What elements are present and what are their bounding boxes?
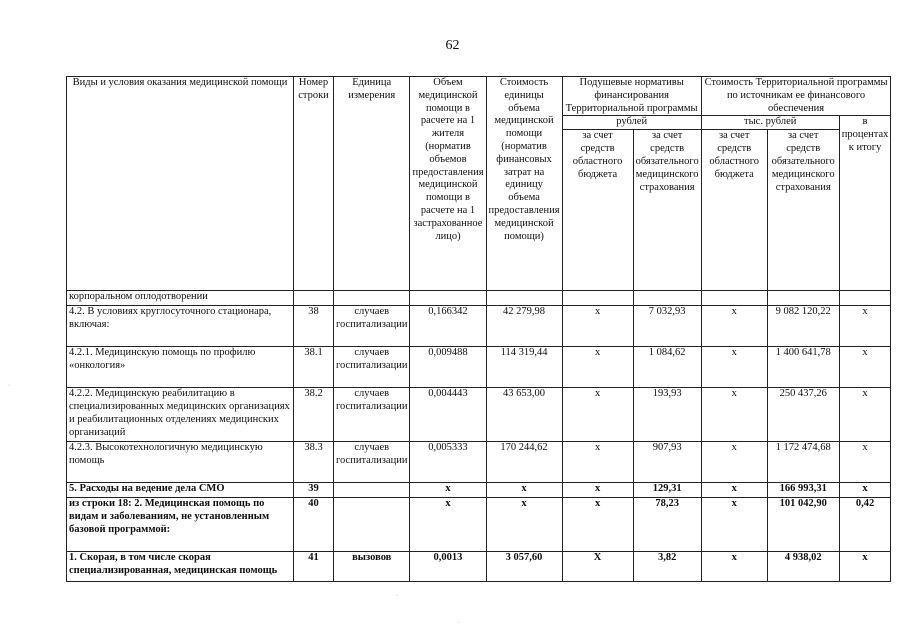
- cell-o1: 3,82: [633, 552, 701, 582]
- header-territorial: Стоимость Территориальной программы по источникам ее финансового обеспечения: [701, 77, 891, 116]
- page-number: 62: [445, 38, 460, 53]
- cell-cost: 42 279,98: [486, 306, 562, 347]
- cell-no: 40: [294, 498, 334, 552]
- cell-o2: 166 993,31: [767, 483, 839, 498]
- cell-o2: 250 437,26: [767, 388, 839, 442]
- cell-unit: [334, 498, 410, 552]
- header-cost: Стоимость единицы объема медицинской помощи (норматив финансовых затрат на единицу объема предоставления медицинской помощи): [486, 77, 562, 291]
- cell-b2: х: [701, 552, 767, 582]
- cell-o1: 907,93: [633, 442, 701, 483]
- cell-b2: [701, 291, 767, 306]
- scan-speck: ·: [396, 593, 398, 599]
- header-budget: за счет средств областного бюджета: [562, 130, 633, 291]
- header-budget2: за счет средств областного бюджета: [701, 130, 767, 291]
- cell-pct: [839, 291, 891, 306]
- cell-vol: 0,004443: [410, 388, 486, 442]
- header-pct: в процентах к итогу: [839, 116, 891, 291]
- table-row: [67, 388, 891, 442]
- cell-o1: 7 032,93: [633, 306, 701, 347]
- cell-b2: х: [701, 347, 767, 388]
- scan-speck: ·: [458, 620, 460, 626]
- header-rubles: рублей: [562, 116, 701, 130]
- cell-no: 38.1: [294, 347, 334, 388]
- header-oms2: за счет средств обязательного медицинского страхования: [767, 130, 839, 291]
- table-row: [67, 483, 891, 498]
- table-row: [67, 498, 891, 552]
- cell-unit: [334, 483, 410, 498]
- cell-no: 39: [294, 483, 334, 498]
- cell-unit: случаев госпитализации: [334, 442, 410, 483]
- cell-vol: 0,009488: [410, 347, 486, 388]
- cell-pct: х: [839, 483, 891, 498]
- cell-pct: х: [839, 442, 891, 483]
- cell-b2: х: [701, 306, 767, 347]
- cell-name: 4.2.2. Медицинскую реабилитацию в специализированных медицинских организациях и реабилитационных отделениях медицинских организаций: [67, 388, 294, 442]
- cell-o2: 101 042,90: [767, 498, 839, 552]
- cell-b2: х: [701, 483, 767, 498]
- cell-name: из строки 18: 2. Медицинская помощь по видам и заболеваниям, не установленным базовой программой:: [67, 498, 294, 552]
- cell-vol: 0,005333: [410, 442, 486, 483]
- header-oms: за счет средств обязательного медицинского страхования: [633, 130, 701, 291]
- cell-b1: х: [562, 306, 633, 347]
- cell-b2: х: [701, 388, 767, 442]
- cell-b1: х: [562, 498, 633, 552]
- cell-o2: 9 082 120,22: [767, 306, 839, 347]
- cell-vol: 0,0013: [410, 552, 486, 582]
- table-row: [67, 306, 891, 347]
- header-norms: Подушевые нормативы финансирования Территориальной программы: [562, 77, 701, 116]
- table-row: [67, 291, 891, 306]
- cell-vol: [410, 291, 486, 306]
- cell-no: 41: [294, 552, 334, 582]
- cell-name: 1. Скорая, в том числе скорая специализированная, медицинская помощь: [67, 552, 294, 582]
- cell-b1: х: [562, 347, 633, 388]
- header-line-no: Номер строки: [294, 77, 334, 291]
- cell-vol: 0,166342: [410, 306, 486, 347]
- cell-no: 38: [294, 306, 334, 347]
- cell-unit: вызовов: [334, 552, 410, 582]
- header-type: Виды и условия оказания медицинской помощи: [67, 77, 294, 291]
- cell-unit: случаев госпитализации: [334, 347, 410, 388]
- header-unit: Единица измерения: [334, 77, 410, 291]
- cell-cost: х: [486, 483, 562, 498]
- cell-o1: 1 084,62: [633, 347, 701, 388]
- cell-cost: [486, 291, 562, 306]
- cell-b1: Х: [562, 552, 633, 582]
- cell-name: 4.2.1. Медицинскую помощь по профилю «онкология»: [67, 347, 294, 388]
- cell-b1: х: [562, 388, 633, 442]
- cell-cost: 170 244,62: [486, 442, 562, 483]
- cell-b1: х: [562, 483, 633, 498]
- cell-name: 4.2. В условиях круглосуточного стационара, включая:: [67, 306, 294, 347]
- cell-pct: х: [839, 552, 891, 582]
- cell-o1: [633, 291, 701, 306]
- cell-vol: х: [410, 483, 486, 498]
- cell-b1: [562, 291, 633, 306]
- cell-unit: случаев госпитализации: [334, 306, 410, 347]
- cell-o1: 78,23: [633, 498, 701, 552]
- cell-o1: 129,31: [633, 483, 701, 498]
- cell-b2: х: [701, 442, 767, 483]
- cell-pct: х: [839, 347, 891, 388]
- header-volume: Объем медицинской помощи в расчете на 1 жителя (норматив объемов предоставления медицинской помощи в расчете на 1 застрахованное лицо): [410, 77, 486, 291]
- table-row: [67, 552, 891, 582]
- cell-no: 38.3: [294, 442, 334, 483]
- table-row: [67, 347, 891, 388]
- cell-vol: х: [410, 498, 486, 552]
- cell-name: 4.2.3. Высокотехнологичную медицинскую помощь: [67, 442, 294, 483]
- cell-pct: х: [839, 306, 891, 347]
- table-row: [67, 442, 891, 483]
- cell-no: 38.2: [294, 388, 334, 442]
- cell-cost: 43 653,00: [486, 388, 562, 442]
- cell-o2: 4 938,02: [767, 552, 839, 582]
- scan-speck: ·: [8, 383, 10, 389]
- cell-o1: 193,93: [633, 388, 701, 442]
- cell-name: корпоральном оплодотворении: [67, 291, 294, 306]
- cell-unit: случаев госпитализации: [334, 388, 410, 442]
- cell-o2: 1 172 474,68: [767, 442, 839, 483]
- cell-o2: 1 400 641,78: [767, 347, 839, 388]
- cell-pct: х: [839, 388, 891, 442]
- cell-no: [294, 291, 334, 306]
- header-thousand-rubles: тыс. рублей: [701, 116, 839, 130]
- cell-cost: х: [486, 498, 562, 552]
- cell-name: 5. Расходы на ведение дела СМО: [67, 483, 294, 498]
- cell-cost: 3 057,60: [486, 552, 562, 582]
- cell-b2: х: [701, 498, 767, 552]
- cell-cost: 114 319,44: [486, 347, 562, 388]
- cell-pct: 0,42: [839, 498, 891, 552]
- cell-b1: х: [562, 442, 633, 483]
- cell-o2: [767, 291, 839, 306]
- financing-table: [66, 76, 891, 582]
- cell-unit: [334, 291, 410, 306]
